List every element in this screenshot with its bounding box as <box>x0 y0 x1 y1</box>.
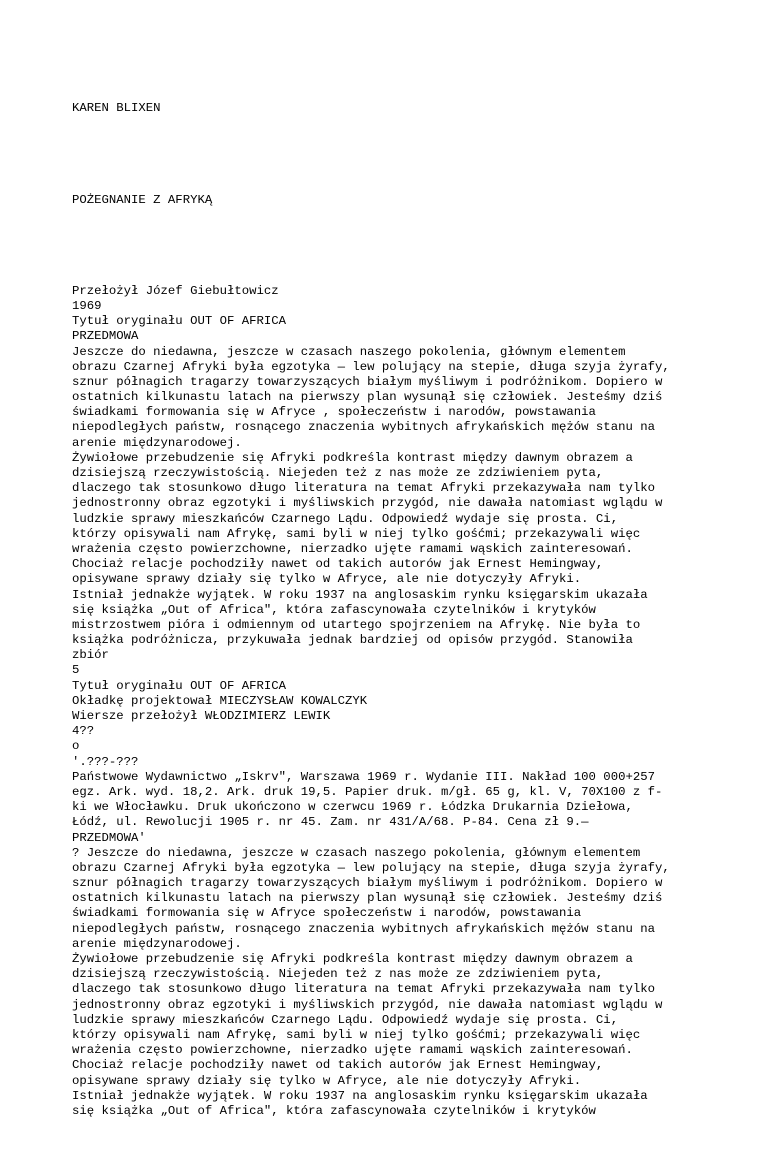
text-line: dlaczego tak stosunkowo długo literatura na temat Afryki przekazywała nam tylko <box>72 481 655 496</box>
text-line: którzy opisywali nam Afrykę, sami byli w niej tylko gośćmi; przekazywali więc <box>72 1027 641 1042</box>
text-line: Państwowe Wydawnictwo „Iskrv", Warszawa 1969 r. Wydanie III. Nakład 100 000+257 <box>72 769 655 784</box>
text-line: Przełożył Józef Giebułtowicz <box>72 283 279 298</box>
text-line: ? Jeszcze do niedawna, jeszcze w czasach naszego pokolenia, głównym elementem <box>72 845 641 860</box>
text-line: PRZEDMOWA <box>72 329 139 344</box>
text-line: dzisiejszą rzeczywistością. Niejeden też z nas może ze zdziwieniem pyta, <box>72 967 604 982</box>
text-line: niepodległych państw, rosnącego znaczenia wybitnych afrykańskich mężów stanu na <box>72 921 655 936</box>
text-line: książka podróżnicza, przykuwała jednak bardziej od opisów przygód. Stanowiła <box>72 633 633 648</box>
text-line: arenie międzynarodowej. <box>72 435 242 450</box>
text-line: jednostronny obraz egzotyki i myśliwskich przygód, nie dawała natomiast wglądu w <box>72 496 663 511</box>
text-line: dlaczego tak stosunkowo długo literatura na temat Afryki przekazywała nam tylko <box>72 982 655 997</box>
text-line: którzy opisywali nam Afrykę, sami byli w niej tylko gośćmi; przekazywali więc <box>72 526 641 541</box>
text-line: ostatnich kilkunastu latach na pierwszy plan wysunął się człowiek. Jesteśmy dziś <box>72 390 663 405</box>
text-line: Wiersze przełożył WŁODZIMIERZ LEWIK <box>72 709 331 724</box>
text-line: PRZEDMOWA' <box>72 830 146 845</box>
text-line: sznur półnagich tragarzy towarzyszących białym myśliwym i podróżnikom. Dopiero w <box>72 876 663 891</box>
text-line: Chociaż relacje pochodziły nawet od takich autorów jak Ernest Hemingway, <box>72 557 604 572</box>
title-line: POŻEGNANIE Z AFRYKĄ <box>72 192 213 207</box>
text-line: się książka „Out of Africa", która zafascynowała czytelników i krytyków <box>72 1103 596 1118</box>
text-line: 4?? <box>72 724 95 739</box>
blank-line <box>72 238 762 253</box>
text-line: jednostronny obraz egzotyki i myśliwskich przygód, nie dawała natomiast wglądu w <box>72 997 663 1012</box>
text-line: 1969 <box>72 298 102 313</box>
text-line: arenie międzynarodowej. <box>72 936 242 951</box>
text-line: ki we Włocławku. Druk ukończono w czerwcu 1969 r. Łódzka Drukarnia Dziełowa, <box>72 800 633 815</box>
text-line: Jeszcze do niedawna, jeszcze w czasach naszego pokolenia, głównym elementem <box>72 344 626 359</box>
text-line: Łódź, ul. Rewolucji 1905 r. nr 45. Zam. nr 431/A/68. P-84. Cena zł 9.— <box>72 815 589 830</box>
text-line: sznur półnagich tragarzy towarzyszących białym myśliwym i podróżnikom. Dopiero w <box>72 374 663 389</box>
text-line: Chociaż relacje pochodziły nawet od takich autorów jak Ernest Hemingway, <box>72 1058 604 1073</box>
text-line: '.???-??? <box>72 754 139 769</box>
text-line: obrazu Czarnej Afryki była egzotyka — lew polujący na stepie, długa szyja żyrafy, <box>72 359 670 374</box>
text-line: o <box>72 739 80 754</box>
author-line: KAREN BLIXEN <box>72 101 161 116</box>
text-line: opisywane sprawy działy się tylko w Afryce, ale nie dotyczyły Afryki. <box>72 1073 582 1088</box>
text-line: Okładkę projektował MIECZYSŁAW KOWALCZYK <box>72 693 368 708</box>
text-line: niepodległych państw, rosnącego znaczenia wybitnych afrykańskich mężów stanu na <box>72 420 655 435</box>
text-line: Istniał jednakże wyjątek. W roku 1937 na anglosaskim rynku księgarskim ukazała <box>72 1088 648 1103</box>
text-line: egz. Ark. wyd. 18,2. Ark. druk 19,5. Papier druk. m/gł. 65 g, kl. V, 70X100 z f- <box>72 784 663 799</box>
body-lines <box>72 284 762 1119</box>
text-line: Żywiołowe przebudzenie się Afryki podkreśla kontrast między dawnym obrazem a <box>72 450 633 465</box>
text-line: mistrzostwem pióra i odmiennym od utartego spojrzeniem na Afrykę. Nie była to <box>72 617 641 632</box>
text-line: zbiór <box>72 648 109 663</box>
text-line: Istniał jednakże wyjątek. W roku 1937 na anglosaskim rynku księgarskim ukazała <box>72 587 648 602</box>
text-line: wrażenia często powierzchowne, nierzadko ujęte ramami wąskich zainteresowań. <box>72 541 633 556</box>
text-line: świadkami formowania się w Afryce społeczeństw i narodów, powstawania <box>72 906 582 921</box>
text-line: świadkami formowania się w Afryce , społeczeństw i narodów, powstawania <box>72 405 596 420</box>
text-line: Tytuł oryginału OUT OF AFRICA <box>72 314 287 329</box>
blank-line <box>72 147 762 162</box>
text-line: opisywane sprawy działy się tylko w Afryce, ale nie dotyczyły Afryki. <box>72 572 582 587</box>
text-line: Tytuł oryginału OUT OF AFRICA <box>72 678 287 693</box>
text-line: dzisiejszą rzeczywistością. Niejeden też z nas może ze zdziwieniem pyta, <box>72 466 604 481</box>
text-line: 5 <box>72 663 80 678</box>
text-line: wrażenia często powierzchowne, nierzadko ujęte ramami wąskich zainteresowań. <box>72 1043 633 1058</box>
text-line: ostatnich kilkunastu latach na pierwszy plan wysunął się człowiek. Jesteśmy dziś <box>72 891 663 906</box>
document-text <box>72 71 762 1150</box>
text-line: ludzkie sprawy mieszkańców Czarnego Lądu. Odpowiedź wydaje się prosta. Ci, <box>72 1012 619 1027</box>
text-line: obrazu Czarnej Afryki była egzotyka — lew polujący na stepie, długa szyja żyrafy, <box>72 860 670 875</box>
text-line: się książka „Out of Africa", która zafascynowała czytelników i krytyków <box>72 602 596 617</box>
text-line: Żywiołowe przebudzenie się Afryki podkreśla kontrast między dawnym obrazem a <box>72 952 633 967</box>
text-line: ludzkie sprawy mieszkańców Czarnego Lądu. Odpowiedź wydaje się prosta. Ci, <box>72 511 619 526</box>
